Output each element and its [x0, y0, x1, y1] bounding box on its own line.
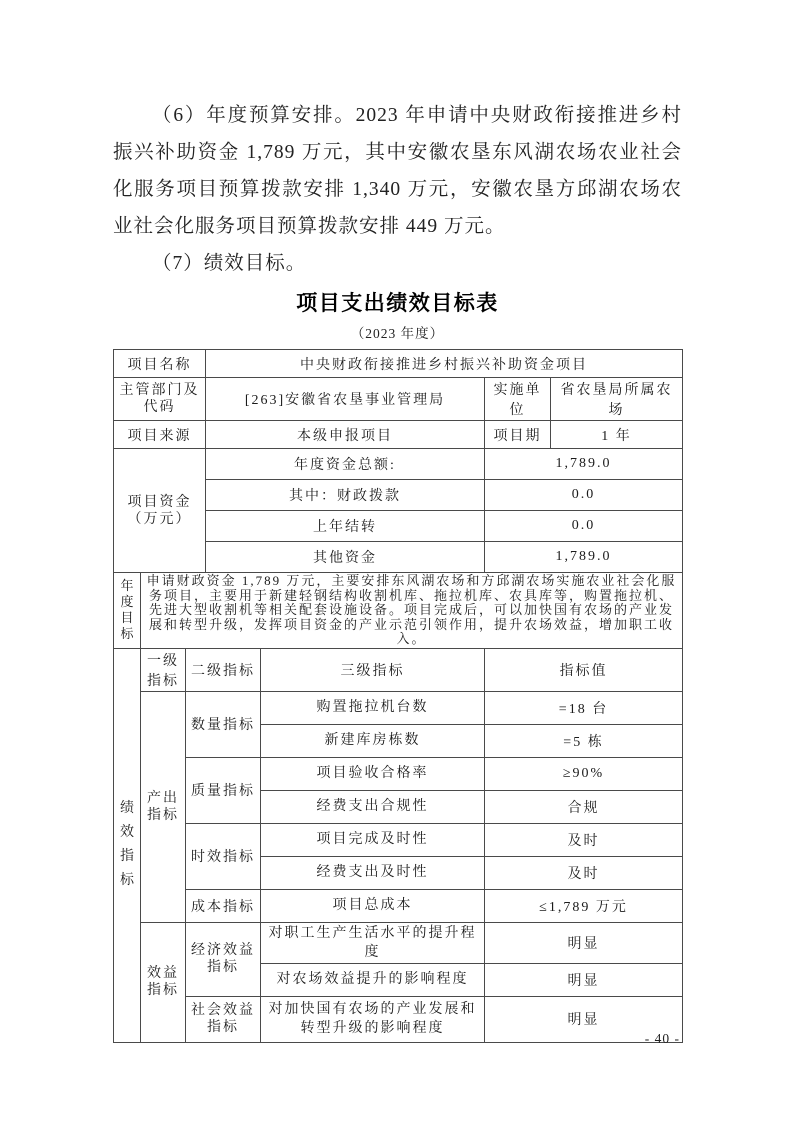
- level2-quantity: 数量指标: [186, 691, 261, 757]
- project-name-value: 中央财政衔接推进乡村振兴补助资金项目: [206, 350, 683, 378]
- performance-indicators-label: 绩效指标: [114, 648, 141, 1042]
- indicator-l3: 项目验收合格率: [261, 757, 485, 790]
- level2-social: 社会效益指标: [186, 996, 261, 1042]
- impl-unit-label: 实施单位: [485, 378, 551, 421]
- page-content: [113, 97, 682, 1043]
- table-row: [114, 421, 683, 449]
- indicator-value: =18 台: [485, 691, 683, 724]
- indicator-l3: 项目完成及时性: [261, 823, 485, 856]
- level1-benefit: 效益指标: [141, 922, 186, 1042]
- dept-value: [263]安徽省农垦事业管理局: [206, 378, 485, 421]
- paragraph-budget-arrangement: （6）年度预算安排。2023 年申请中央财政衔接推进乡村振兴补助资金 1,789 万元，其中安徽农垦东风湖农场农业社会化服务项目预算拨款安排 1,340 万元，安徽农垦方邱湖农场农业社会化服务项目预算拨款安排 449 万元。: [113, 105, 682, 237]
- table-row: [114, 922, 683, 963]
- level2-timeliness: 时效指标: [186, 823, 261, 889]
- level1-output: 产出指标: [141, 691, 186, 922]
- indicator-value: 合规: [485, 790, 683, 823]
- table-title: 项目支出绩效目标表: [296, 292, 499, 315]
- indicator-value: 及时: [485, 823, 683, 856]
- level2-quality: 质量指标: [186, 757, 261, 823]
- table-row: [114, 823, 683, 856]
- table-row: [114, 648, 683, 691]
- project-name-label: 项目名称: [114, 350, 206, 378]
- fund-row-name: 其中：财政拨款: [206, 480, 485, 511]
- header-level3: 三级指标: [261, 648, 485, 691]
- source-label: 项目来源: [114, 421, 206, 449]
- indicator-l3: 对职工生产生活水平的提升程度: [261, 922, 485, 963]
- dept-label: 主管部门及代码: [114, 378, 206, 421]
- table-row: [114, 350, 683, 378]
- indicator-l3: 经费支出及时性: [261, 856, 485, 889]
- period-value: 1 年: [551, 421, 683, 449]
- table-row: [114, 449, 683, 480]
- fund-row-name: 其他资金: [206, 542, 485, 573]
- indicator-value: =5 栋: [485, 724, 683, 757]
- indicator-l3: 购置拖拉机台数: [261, 691, 485, 724]
- fund-row-value: 0.0: [485, 511, 683, 542]
- header-level1: 一级指标: [141, 648, 186, 691]
- fund-row-value: 1,789.0: [485, 449, 683, 480]
- fund-row-name: 上年结转: [206, 511, 485, 542]
- table-row: [114, 757, 683, 790]
- fund-row-name: 年度资金总额:: [206, 449, 485, 480]
- indicator-value: 明显: [485, 963, 683, 996]
- indicator-l3: 对加快国有农场的产业发展和转型升级的影响程度: [261, 996, 485, 1042]
- indicator-l3: 新建库房栋数: [261, 724, 485, 757]
- funds-label: 项目资金（万元）: [114, 449, 206, 573]
- indicator-l3: 对农场效益提升的影响程度: [261, 963, 485, 996]
- header-level2: 二级指标: [186, 648, 261, 691]
- table-row: [114, 378, 683, 421]
- source-value: 本级申报项目: [206, 421, 485, 449]
- level2-cost: 成本指标: [186, 889, 261, 922]
- indicator-value: ≥90%: [485, 757, 683, 790]
- table-subtitle: （2023 年度）: [350, 326, 445, 341]
- indicator-value: 明显: [485, 922, 683, 963]
- impl-unit-value: 省农垦局所属农场: [551, 378, 683, 421]
- indicator-value: 及时: [485, 856, 683, 889]
- table-row: [114, 889, 683, 922]
- level2-economic: 经济效益指标: [186, 922, 261, 996]
- period-label: 项目期: [485, 421, 551, 449]
- indicator-value: 明显: [485, 996, 683, 1042]
- table-row: [114, 691, 683, 724]
- performance-target-table: [113, 349, 683, 1043]
- table-row: [114, 996, 683, 1042]
- paragraph-performance-goal: （7）绩效目标。: [152, 253, 307, 274]
- annual-goal-text: 申请财政资金 1,789 万元，主要安排东风湖农场和方邱湖农场实施农业社会化服务项目，主要用于新建轻钢结构收割机库、拖拉机库、农具库等，购置拖拉机、先进大型收割机等相关配套设施设备。项目完成后，可以加快国有农场的产业发展和转型升级，发挥项目资金的产业示范引领作用，提升农场效益，增加职工收入。: [141, 573, 683, 649]
- table-row: [114, 573, 683, 649]
- fund-row-value: 1,789.0: [485, 542, 683, 573]
- page-number: - 40 -: [644, 1031, 680, 1046]
- annual-goal-label: 年度目标: [114, 573, 141, 649]
- fund-row-value: 0.0: [485, 480, 683, 511]
- indicator-l3: 经费支出合规性: [261, 790, 485, 823]
- indicator-l3: 项目总成本: [261, 889, 485, 922]
- header-value: 指标值: [485, 648, 683, 691]
- indicator-value: ≤1,789 万元: [485, 889, 683, 922]
